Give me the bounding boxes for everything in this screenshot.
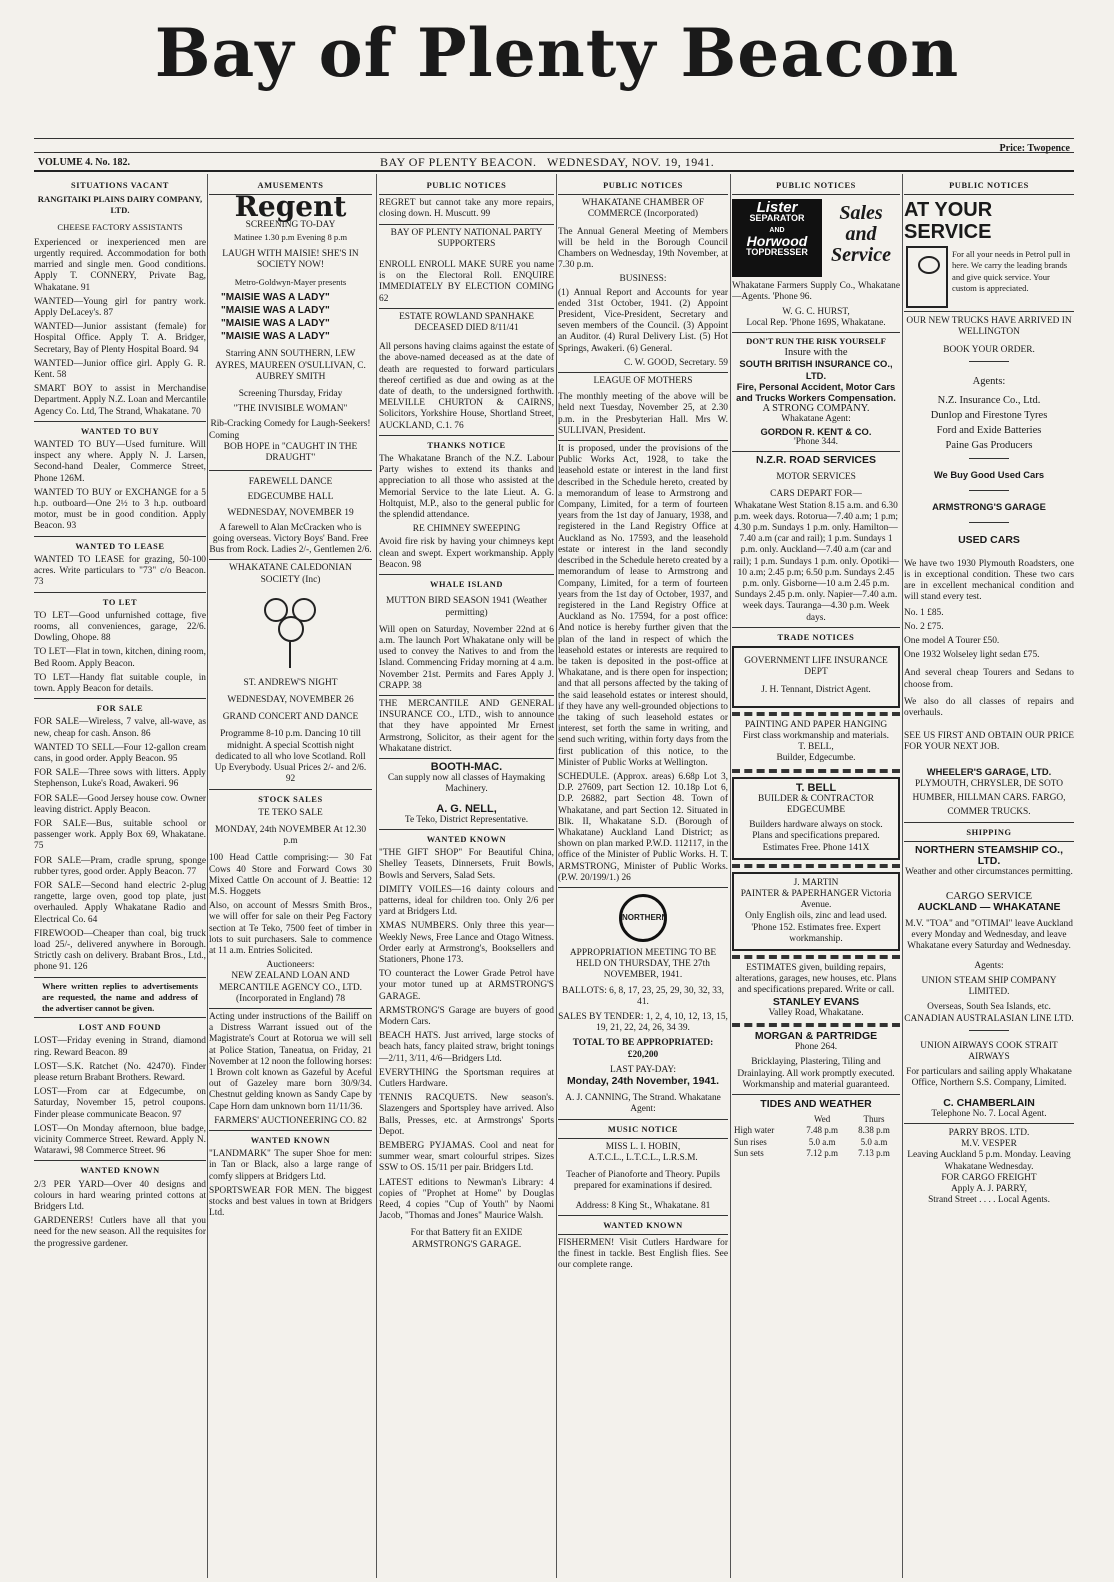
ad-title: SOUTH BRITISH INSURANCE CO., LTD.: [739, 358, 893, 381]
classified-ad: LOST—S.K. Ratchet (No. 42470). Finder please return Brabant Brothers. Reward.: [34, 1061, 206, 1084]
divider: [732, 194, 900, 195]
notice-body: The Whakatane Branch of the N.Z. Labour Party wishes to extend its thanks and appreciation to all those who assisted at the Memorial Service to the late Lieut. A. G. Holtquist, M.P., also to the general public for the splendid attendance.: [379, 454, 554, 521]
volume-number: VOLUME 4. No. 182.: [38, 157, 131, 168]
ad-title: BOOTH-MAC.: [430, 760, 503, 773]
tides-title: TIDES AND WEATHER: [760, 1097, 872, 1110]
lister-advertisement: [732, 199, 900, 277]
ad-body: Insure with the: [784, 347, 848, 359]
notice-body: Avoid fire risk by having your chimneys kept clean and swept. Expert workmanship. Apply Beacon. 98: [379, 537, 554, 570]
event-date: WEDNESDAY, NOVEMBER 26: [227, 695, 354, 706]
signature: C. W. GOOD, Secretary. 59: [623, 357, 728, 368]
auctioneer: NEW ZEALAND LOAN AND MERCANTILE AGENCY CO., LTD. (Incorporated in England) 78: [218, 971, 363, 1004]
divider: [732, 955, 900, 959]
ad-body: Apply A. J. PARRY,: [950, 1183, 1028, 1194]
notice-title: ESTATE ROWLAND SPANHAKE DECEASED DIED 8/11/41: [399, 311, 534, 334]
notice-body: BALLOTS: 6, 8, 17, 23, 25, 29, 30, 32, 33, 41.: [562, 985, 724, 1007]
bell-builder-ad: [732, 777, 900, 860]
notice-title: RE CHIMNEY SWEEPING: [412, 524, 521, 535]
ad-subtitle: CHEESE FACTORY ASSISTANTS: [57, 221, 183, 232]
divider: [379, 194, 554, 195]
classified-ad: "THE GIFT SHOP" For Beautiful China, Shelley Teasets, Dinnersets, Fruit Bowls, Bowls and Servers, Salad Sets.: [379, 848, 554, 881]
divider: [209, 470, 372, 471]
ad-body: For particulars and sailing apply Whakatane Office, Northern S.S. Company, Limited.: [906, 1067, 1072, 1089]
event-body: A farewell to Alan McCracken who is going overseas. Victory Boys' Band. Free Bus from Rock. Ladies 2/-, Gentlemen 2/6.: [209, 522, 372, 556]
classified-ad: FOR SALE—Second hand electric 2-plug rangette, large oven, good top plate, just overhauled. Apply Whakatane Radio and Electrical Co. 64: [34, 880, 206, 925]
divider: [34, 1160, 206, 1161]
divider: [379, 829, 554, 830]
ad-title: UNION AIRWAYS COOK STRAIT AIRWAYS: [920, 1040, 1058, 1062]
notice-title: BAY OF PLENTY NATIONAL PARTY SUPPORTERS: [390, 227, 543, 249]
ad-title: MORGAN & PARTRIDGE: [754, 1029, 878, 1042]
column-amusements: [209, 176, 372, 1572]
section-heading: WANTED TO LEASE: [75, 541, 165, 551]
notice-body: THE MERCANTILE AND GENERAL INSURANCE CO., LTD., wish to announce that they have appointed Mr Ernest Armstrong, Solicitor, as their agent for the Whakatane district.: [379, 698, 554, 754]
ad-subtitle: MOTOR SERVICES: [776, 472, 856, 483]
issue-date: WEDNESDAY, NOV. 19, 1941.: [547, 155, 715, 169]
divider: [34, 536, 206, 537]
ad-subtitle: CARGO SERVICE: [945, 889, 1033, 902]
ad-title: ARMSTRONG'S GARAGE: [932, 501, 1046, 513]
ad-title: T. BELL,: [798, 742, 834, 753]
notice-subtitle: BUSINESS:: [619, 274, 667, 285]
classified-ad: LOST—Friday evening in Strand, diamond ring. Reward Beacon. 89: [34, 1036, 206, 1058]
ad-body: Te Teko, District Representative.: [404, 814, 529, 825]
section-heading: WANTED KNOWN: [426, 834, 507, 844]
ad-body: SEE US FIRST AND OBTAIN OUR PRICE FOR YOUR NEXT JOB.: [904, 731, 1074, 753]
classified-ad: FOR SALE—Good Jersey house cow. Owner leaving district. Apply Beacon.: [34, 793, 206, 815]
ad-body: UNION STEAM SHIP COMPANY LIMITED.: [921, 975, 1057, 998]
classified-ad: XMAS NUMBERS. Only three this year—Weekly News, Free Lance and Otago Witness. Order early at Armstrong's, Booksellers and Stationers, Phone 173.: [379, 921, 554, 965]
divider: [558, 194, 728, 195]
divider: [732, 332, 900, 333]
ad-body: 'Phone 344.: [794, 436, 838, 447]
section-heading: PUBLIC NOTICES: [776, 181, 856, 190]
classified-ad: BEACH HATS. Just arrived, large stocks of beach hats, fancy plaited straw, bright tonings—2/11, 3/11, 4/6—Bridgers Ltd.: [379, 1031, 554, 1064]
ad-title: WHEELER'S GARAGE, LTD.: [926, 765, 1052, 777]
ad-body: Overseas, South Sea Islands, etc. CANADIAN AUSTRALASIAN LINE LTD.: [904, 1002, 1074, 1024]
ad-body: Strand Street . . . . Local Agents.: [928, 1195, 1050, 1206]
ad-title: A. G. NELL,: [436, 802, 497, 815]
divider: [904, 1123, 1074, 1124]
auctioneers-label: Auctioneers:: [266, 960, 315, 971]
notice-body: LAST PAY-DAY:: [610, 1064, 676, 1075]
sales-service-label: Sales and Service: [831, 202, 891, 267]
petrol-ad: [904, 243, 1074, 308]
coming-label: Coming: [209, 430, 240, 441]
section-heading: FOR SALE: [96, 704, 144, 714]
classified-ad: SMART BOY to assist in Merchandise Department. Apply N.Z. Loan and Mercantile Agency Co. Ltd, The Strand, Whakatane. 70: [34, 384, 206, 417]
notice-body: Teacher of Pianoforte and Theory. Pupils prepared for examinations if desired.: [566, 1170, 720, 1192]
ad-subtitle: SCREENING TO-DAY: [245, 220, 336, 231]
venue: EDGECUMBE HALL: [247, 492, 334, 503]
classified-ad: LOST—From car at Edgecumbe, on Saturday, November 15, petrol coupons. Finder please communicate Beacon. 97: [34, 1087, 206, 1120]
notice-body: Will open on Saturday, November 22nd at 6 a.m. The launch Port Whakatane only will be used to convey the Natives to and from the Island. Commencing Friday morning at 4 a.m. November 21st. Permits and Fares Apply J. CRAPP. 38: [379, 624, 554, 691]
classified-ad: For that Battery fit an EXIDE ARMSTRONG'S GARAGE.: [410, 1228, 523, 1250]
ad-title: USED CARS: [958, 534, 1020, 547]
price: Price: Twopence: [999, 143, 1070, 154]
divider: [732, 769, 900, 773]
section-heading: MUSIC NOTICE: [607, 1124, 679, 1134]
ad-subtitle: CARS DEPART FOR—: [770, 489, 862, 500]
classified-ad: TO LET—Good unfurnished cottage, five rooms, all conveniences, garage, 22/6. Dowling, Ohope. 88: [34, 610, 206, 644]
notice-body: The Annual General Meeting of Members will be held in the Borough Council Chambers on Wednesday, 19th November, at 7.30 p.m.: [558, 226, 728, 271]
notice-body: Address: 8 King St., Whakatane. 81: [575, 1200, 711, 1211]
classified-ad: GARDENERS! Cutlers have all that you need for the new season. All the requisites for the progressive gardener.: [34, 1216, 206, 1249]
notice-subtitle: MUTTON BIRD SEASON 1941 (Weather permitting): [385, 596, 548, 618]
ad-body: First class workmanship and materials.: [742, 730, 890, 741]
section-heading: WANTED KNOWN: [80, 1166, 160, 1176]
notice: Where written replies to advertisements are requested, the name and address of the advertiser cannot be given.: [42, 980, 198, 1013]
notice-body: Monday, 24th November, 1941.: [566, 1075, 720, 1088]
ad-body: Experienced or inexperienced men are urgently required. Accommodation for both married and single men. Good conditions. Apply T. CONNERY, Private Bag, Whakatane. 91: [34, 237, 206, 293]
divider: [209, 559, 372, 560]
ad-headline: AT YOUR SERVICE: [904, 199, 993, 244]
ad-body: Bricklaying, Plastering, Tiling and Drainlaying. All work promptly executed. Workmanship and material guaranteed.: [737, 1057, 895, 1090]
classified-ad: "LANDMARK" The super Shoe for men: in Tan or Black, also a large range of comfy slippers at Bridgers Ltd.: [209, 1149, 372, 1182]
divider: [969, 458, 1009, 459]
section-heading: SITUATIONS VACANT: [71, 181, 169, 190]
divider: [34, 698, 206, 699]
divider: [904, 841, 1074, 842]
classified-ad: EVERYTHING the Sportsman requires at Cutlers Hardware.: [379, 1067, 554, 1090]
tides-table: [732, 1114, 900, 1159]
agents-label: Agents:: [972, 375, 1006, 387]
ad-body: ESTIMATES given, building repairs, alterations, garages, new houses, etc. Plans and specifications prepared. Write or call.: [735, 962, 897, 996]
divider: [379, 224, 554, 225]
divider: [34, 1017, 206, 1018]
paper-name: BAY OF PLENTY BEACON.: [380, 155, 537, 169]
divider: [904, 194, 1074, 195]
film-title: BOB HOPE in "CAUGHT IN THE DRAUGHT": [223, 441, 358, 464]
divider: [379, 308, 554, 309]
ad-body: Weather and other circumstances permitting.: [905, 867, 1073, 878]
ad-body: Only English oils, zinc and lead used. 'Phone 152. Estimates free. Expert workmanship.: [745, 911, 887, 944]
notice-body: SCHEDULE. (Approx. areas) 6.68p Lot 3, D.P. 27609, part Section 12. 10.18p Lot 6, D.P. 26882, part Section 48. Town of Whakatane, and part Section 12. Situated in Blk. II, Whakatane S.D. (Borough of Whakatane) Auckland Land District; as shown on plan marked P.W.D. 112117, in the office of the Minister of Public Works. H. T. ARMSTRONG, Minister of Public Works. (P.W. 20/199/1.) 26: [558, 771, 728, 883]
classified-ad: ARMSTRONG'S Garage are buyers of good Modern Cars.: [379, 1005, 554, 1027]
classified-ad: LOST—On Monday afternoon, blue badge, vicinity Commerce Street. Reward. Apply N. Watarawi, 98 Commerce Street. 96: [34, 1123, 206, 1157]
ad-title: PAINTING AND PAPER HANGING: [744, 719, 888, 730]
tagline: Rib-Cracking Comedy for Laugh-Seekers!: [210, 419, 371, 430]
divider: [34, 977, 206, 978]
dateline: [380, 155, 714, 170]
divider: [732, 627, 900, 628]
petrol-pump-icon: [906, 246, 948, 308]
divider: [969, 490, 1009, 491]
sale-body: Acting under instructions of the Bailiff on a Distress Warrant issued out of the Magistrate's Court at Rotorua we will sell at Police Station, Taneatua, on Friday, 21 November at 12 noon the following horses: 1 Brown colt known as Gazeful by Aceful out of Gazeley mare born 30/9/34. Chestnut gelding known as Sandy Cape by Cape Horn dam unknown born 11/11/36.: [209, 1011, 372, 1112]
ad-body: Leaving Auckland 5 p.m. Monday. Leaving Whakatane Wednesday.: [907, 1150, 1071, 1172]
classified-ad: FOR SALE—Pram, cradle sprung, sponge rubber tyres, good order. Apply Beacon. 77: [34, 855, 206, 877]
divider: [34, 592, 206, 593]
divider: [732, 451, 900, 452]
column-rule: [207, 174, 208, 1578]
govt-life-ad: [732, 646, 900, 708]
car-list: No. 1 £85. No. 2 £75. One model A Tourer £50. One 1932 Wolseley light sedan £75.: [904, 608, 1040, 661]
ad-title: C. CHAMBERLAIN: [943, 1096, 1035, 1109]
divider: [558, 372, 728, 373]
notice-body: All persons having claims against the estate of the above-named deceased as at the date of death are requested to forward particulars thereof certified as due and owing as at the date of death, to the undersigned forthwith. MELVILLE CHURTON & CAIRNS, Solicitors, Yorkshire House, Shortland Street, AUCKLAND, C.1. 76: [379, 342, 554, 431]
column-classifieds: [34, 176, 206, 1572]
divider: [732, 1023, 900, 1027]
section-heading: PUBLIC NOTICES: [426, 181, 507, 190]
divider: [379, 574, 554, 575]
ad-body: Local Rep. 'Phone 169S, Whakatane.: [746, 317, 886, 328]
ad-body: Fire, Personal Accident, Motor Cars and Trucks Workers Compensation.: [736, 380, 896, 404]
section-heading: WANTED KNOWN: [250, 1135, 331, 1145]
column-rule: [376, 174, 377, 1578]
cast: Starring ANN SOUTHERN, LEW AYRES, MAUREEN O'SULLIVAN, C. AUBREY SMITH: [215, 349, 366, 382]
classified-ad: DIMITY VOILES—16 dainty colours and patterns, ideal for children too. Only 2/6 per yard at Bridgers Ltd.: [379, 884, 554, 918]
divider: [379, 758, 554, 759]
divider: [558, 1234, 728, 1235]
northern-emblem-icon: NORTHERN: [619, 894, 667, 942]
classified-ad: SPORTSWEAR FOR MEN. The biggest stocks and best values in town at Bridgers Ltd.: [209, 1185, 372, 1219]
notice-title: WHALE ISLAND: [429, 580, 504, 590]
section-heading: SHIPPING: [966, 827, 1012, 837]
ad-title: N.Z.R. ROAD SERVICES: [756, 454, 876, 467]
ad-title: J. MARTIN: [793, 877, 839, 888]
column-garage-shipping: [904, 176, 1074, 1572]
table-row: Sun sets 7.12 p.m 7.13 p.m: [734, 1147, 890, 1158]
divider: [904, 311, 1074, 312]
ad-title: PARRY BROS. LTD.: [948, 1127, 1030, 1138]
classified-ad: WANTED—Junior office girl. Apply G. R. Kent. 58: [34, 358, 206, 381]
notice-title: MISS L. I. HOBIN,: [605, 1141, 681, 1152]
divider: [969, 522, 1009, 523]
column-trade-notices: [732, 176, 900, 1572]
classified-ad: BEMBERG PYJAMAS. Cool and neat for summer wear, smart colourful stripes. Sizes SSW to OS. 15/11 per pair. Bridgers Ltd.: [379, 1141, 554, 1174]
event-title: ST. ANDREW'S NIGHT: [243, 677, 338, 688]
ad-body: Valley Road, Whakatane.: [768, 1007, 864, 1018]
society-name: WHAKATANE CALEDONIAN SOCIETY (Inc): [229, 563, 352, 585]
notice-title: WHAKATANE CHAMBER OF COMMERCE (Incorporated): [581, 198, 705, 220]
divider: [558, 440, 728, 441]
table-row: Sun rises 5.0 a.m 5.0 a.m: [734, 1136, 888, 1147]
film-title: "MAISIE WAS A LADY" "MAISIE WAS A LADY" "MAISIE WAS A LADY" "MAISIE WAS A LADY": [221, 292, 330, 343]
martin-painter-ad: [732, 872, 900, 951]
ad-body: OUR NEW TRUCKS HAVE ARRIVED IN WELLINGTON: [906, 316, 1072, 338]
ad-body: FOR CARGO FREIGHT: [941, 1172, 1037, 1183]
section-heading: WANTED TO BUY: [80, 426, 160, 436]
ad-title: GORDON R. KENT & CO.: [760, 425, 872, 437]
divider: [558, 1119, 728, 1120]
ad-title: AUCKLAND — WHAKATANE: [917, 900, 1061, 913]
auctioneer: FARMERS' AUCTIONEERING CO. 82: [214, 1115, 367, 1126]
notice-body: SALES BY TENDER: 1, 2, 4, 10, 12, 13, 15, 19, 21, 22, 24, 26, 34 39.: [558, 1012, 728, 1034]
divider: [34, 170, 1074, 172]
presenter: Metro-Goldwyn-Mayer presents: [234, 277, 347, 288]
section-heading: PUBLIC NOTICES: [603, 181, 683, 190]
column-rule: [730, 174, 731, 1578]
cinema-name: Regent: [234, 190, 347, 224]
divider: [969, 1030, 1009, 1031]
divider: [732, 1094, 900, 1095]
ad-body: A STRONG COMPANY.: [762, 403, 870, 415]
tagline: LAUGH WITH MAISIE! SHE'S IN SOCIETY NOW!: [222, 248, 359, 271]
ad-body: J. H. Tennant, District Agent.: [761, 684, 871, 695]
notice-body: (1) Annual Report and Accounts for year ended 31st October, 1941. (2) Appoint President, Vice-President, Secretary and seven members of the Council. (3) Appoint an Auditor. (4) Rural Delivery List. (5) Hot Springs, Awakeri. (6) General.: [558, 287, 728, 354]
notice: REGRET but cannot take any more repairs, closing down. H. Muscutt. 99: [379, 198, 554, 220]
divider: [969, 361, 1009, 362]
column-public-notices: [379, 176, 554, 1572]
section-heading: AMUSEMENTS: [257, 181, 324, 190]
notice-body: The monthly meeting of the above will be held next Tuesday, November 25, at 2.30 p.m. in the Presbyterian Hall. Mrs W. SULLIVAN, President.: [558, 392, 728, 436]
classified-ad: WANTED—Young girl for pantry work. Apply DeLacey's. 87: [34, 296, 206, 319]
column-rule: [556, 174, 557, 1578]
divider: [379, 695, 554, 696]
ad-body: And several cheap Tourers and Sedans to choose from.: [904, 668, 1074, 690]
sale-title: TE TEKO SALE: [258, 807, 323, 818]
agents-list: N.Z. Insurance Co., Ltd. Dunlop and Firestone Tyres Ford and Exide Batteries Paine Gas Producers: [930, 395, 1048, 452]
ad-body: Whakatane Agent:: [781, 414, 851, 425]
ad-body: Estimates Free. Phone 141X: [762, 842, 870, 853]
classified-ad: FISHERMEN! Visit Cutlers Hardware for the finest in tackle. Best English flies. See our complete range.: [558, 1238, 728, 1271]
sale-lots: 100 Head Cattle comprising:— 30 Fat Cows 40 Store and Forward Cows 30 Mixed Cattle On account of J. Beattie: 12 M.S. Hoggets: [209, 853, 372, 897]
notice-body: ENROLL ENROLL MAKE SURE you name is on the Electoral Roll. ENQUIRE IMMEDIATELY BY ELECTION COMING 62: [379, 260, 554, 304]
lister-logo: Lister SEPARATOR AND Horwood TOPDRESSER: [732, 199, 822, 277]
ad-body: BOOK YOUR ORDER.: [943, 344, 1035, 355]
classified-ad: WANTED TO BUY—Used furniture. Will inspect any where. Apply N. J. Larsen, Second-hand Dealer, Commerce Street, Phone 126M.: [34, 440, 206, 484]
ad-subtitle: PAINTER & PAPERHANGER Victoria Avenue.: [740, 888, 892, 911]
ad-body: Builders hardware always on stock. Plans and specifications prepared.: [749, 820, 883, 842]
classified-ad: WANTED TO BUY or EXCHANGE for a 5 h.p. outboard—One 2½ to 3 h.p. outboard motor, must be in good condition. Apply Beacon. 93: [34, 487, 206, 532]
divider: [209, 1008, 372, 1009]
classified-ad: FOR SALE—Bus, suitable school or passenger work. Apply Box 69, Whakatane. 75: [34, 818, 206, 852]
event-date: WEDNESDAY, NOVEMBER 19: [227, 507, 354, 518]
classified-ad: LATEST editions to Newman's Library: 4 copies of "Prophet at Home" by Douglas Reed, 4 copies "Cup of Youth" by Naomi Jacob, "Thomas and Jones" Maurice Walsh.: [379, 1177, 554, 1222]
classified-ad: 2/3 PER YARD—Over 40 designs and colours in hard wearing printed cottons at Bridgers Ltd.: [34, 1179, 206, 1213]
classified-ad: TO LET—Flat in town, kitchen, dining room, Bed Room. Apply Beacon.: [34, 647, 206, 669]
notice-body: It is proposed, under the provisions of the Public Works Act, 1928, to take the leasehold estate or interest in the land first described in the Schedule hereto, created by a memorandum of lease to Armstrong and Company, Limited, for a term of fourteen years from the 1st day of January, 1938, and registered in the Land Registry Office at Auckland as No. 17593, and the leasehold estate or interest in the land secondly described in the Schedule hereto created by a memorandum of lease to Armstrong and Company, Limited, for a term of fourteen years from the 1st day of October, 1937, and registered in the Land Registry Office at Auckland as No. 17594, for a post office: And notice is hereby further given that the plan of the land in respect of which the leasehold estates or interests are required to be taken is deposited in the post-office at Whakatane, and is there open for inspection; and that all persons affected by the taking of the said leasehold estates or interest should, if they have any well-grounded objections to the taking of such leasehold estates or interest, set forth the same in writing, and send such writing, within forty days from the first publication of this notice, to the Minister of Public Works at Wellington.: [558, 444, 728, 768]
divider: [34, 138, 1074, 139]
classified-ad: WANTED—Junior assistant (female) for Hospital Office. Apply T. A. Bridger, Secretary, Bay of Plenty Hospital Board. 94: [34, 322, 206, 355]
ad-body: Phone 264.: [794, 1042, 838, 1053]
ad-title: RANGITAIKI PLAINS DAIRY COMPANY, LTD.: [37, 194, 203, 216]
classified-ad: TO counteract the Lower Grade Petrol have your motor tuned up at ARMSTRONG'S GARAGE.: [379, 969, 554, 1002]
section-heading: PUBLIC NOTICES: [949, 181, 1029, 190]
ad-subtitle: M.V. VESPER: [961, 1139, 1017, 1150]
ad-body: We also do all classes of repairs and overhauls.: [904, 696, 1074, 719]
agents-label: Agents:: [974, 960, 1004, 971]
ad-body: Builder, Edgecumbe.: [776, 753, 856, 764]
divider: [558, 1138, 728, 1139]
film-title: "THE INVISIBLE WOMAN": [233, 404, 348, 415]
event-title: FAREWELL DANCE: [248, 477, 333, 488]
section-heading: LOST AND FOUND: [78, 1023, 162, 1033]
ad-body: We have two 1930 Plymouth Roadsters, one is in exceptional condition. These two cars are in excellent mechanical condition and will stand every test.: [904, 558, 1074, 603]
table-row: High water 7.48 p.m 8.38 p.m: [734, 1125, 890, 1136]
ad-body: Can supply now all classes of Haymaking Machinery.: [387, 773, 546, 795]
masthead-title: Bay of Plenty Beacon: [154, 14, 960, 92]
column-public-notices-2: [558, 176, 728, 1572]
notice-title: APPROPRIATION MEETING TO BE HELD ON THURSDAY, THE 27th NOVEMBER, 1941.: [569, 947, 717, 981]
ad-title: W. G. C. HURST,: [782, 306, 850, 317]
section-heading: STOCK SALES: [258, 794, 323, 804]
classified-ad: TO LET—Handy flat suitable couple, in town. Apply Beacon for details.: [34, 672, 206, 694]
event-body: Programme 8-10 p.m. Dancing 10 till midnight. A special Scottish night dedicated to all who love Scotland. Roll Up Everybody. Usual Prices 2/- and 2/6. 92: [214, 729, 367, 785]
classified-ad: WANTED TO LEASE for grazing, 50-100 acres. Write particulars to "73" c/o Beacon. 73: [34, 554, 206, 588]
divider: [558, 1215, 728, 1216]
section-heading: TO LET: [102, 597, 138, 607]
ad-title: NORTHERN STEAMSHIP CO., LTD.: [915, 844, 1063, 868]
table-header-row: Wed Thurs: [814, 1114, 885, 1125]
sale-date: MONDAY, 24th NOVEMBER At 12.30 p.m: [214, 824, 367, 847]
ad-body: Whakatane Farmers Supply Co., Whakatane—Agents. 'Phone 96.: [732, 281, 900, 303]
ad-title: T. BELL: [795, 781, 837, 794]
ad-body: PLYMOUTH, CHRYSLER, DE SOTO HUMBER, HILLMAN CARS. FARGO, COMMER TRUCKS.: [912, 778, 1066, 817]
ad-title: GOVERNMENT LIFE INSURANCE DEPT: [744, 656, 888, 678]
ad-subtitle: BUILDER & CONTRACTOR EDGECUMBE: [758, 793, 874, 815]
ad-title: We Buy Good Used Cars: [933, 469, 1045, 481]
divider: [209, 789, 372, 790]
ad-body: M.V. "TOA" and "OTIMAI" leave Auckland every Monday and Wednesday, and leave Whakatane every Saturday and Wednesday.: [905, 919, 1073, 952]
divider: [732, 864, 900, 868]
sale-body: Also, on account of Messrs Smith Bros., we will offer for sale on their Peg Factory section at Te Teko, 7500 feet of timber in lots to suit purchasers. Sale to commence at 11 a.m. Entries Solicited.: [209, 901, 372, 956]
notice-body: TOTAL TO BE APPROPRIATED: £20,200: [572, 1038, 714, 1060]
divider: [558, 887, 728, 888]
ad-subtitle: Screening Thursday, Friday: [238, 389, 343, 400]
notice-title: LEAGUE OF MOTHERS: [593, 376, 693, 387]
thistle-icon: [256, 592, 326, 670]
classified-ad: FIREWOOD—Cheaper than coal, big truck load 25/-, delivered anywhere in Borough. Strictly cash on delivery. Brabant Bros., Ltd., phone 91. 126: [34, 928, 206, 973]
divider: [209, 1130, 372, 1131]
ad-title: DON'T RUN THE RISK YOURSELF: [746, 336, 886, 347]
section-heading: TRADE NOTICES: [777, 632, 855, 642]
classified-ad: FOR SALE—Three sows with litters. Apply Stephenson, Luke's Road, Awakeri. 96: [34, 768, 206, 790]
notice-body: A. J. CANNING, The Strand. Whakatane Agent:: [565, 1093, 721, 1115]
divider: [34, 152, 1074, 153]
timetable: Whakatane West Station 8.15 a.m. and 6.30 p.m. week days. Rotorua—7.40 a.m; 1 p.m; 4.30 p.m. Sundays 1 p.m. only. Hamilton—7.40 a.m (car and rail); 1 p.m. Sundays 1 p.m. only. Auckland—7.40 a.m (car and rail); 1 p.m. Sundays 1 p.m. only. Opotiki—10 a.m; 2.45 p.m; 6.50 p.m. Sundays 2.45 p.m. only. Gisborne—10 a.m 2.45 p.m. Sundays 2.45 p.m. only. Napier—7.40 a.m. week days. Tauranga—4.30 p.m. Week days.: [733, 500, 899, 623]
classified-ad: WANTED TO SELL—Four 12-gallon cream cans, in good order. Apply Beacon. 95: [34, 742, 206, 764]
classified-ad: FOR SALE—Wireless, 7 valve, all-wave, as new, cheap for cash. Anson. 86: [34, 717, 206, 739]
notice-subtitle: A.T.C.L., L.T.C.L., L.R.S.M.: [588, 1153, 698, 1164]
column-rule: [902, 174, 903, 1578]
section-heading: WANTED KNOWN: [603, 1220, 683, 1230]
ad-body: Telephone No. 7. Local Agent.: [931, 1108, 1047, 1119]
ad-body: For all your needs in Petrol pull in here. We carry the leading brands and give quick service. Your custom is appreciated.: [952, 249, 1071, 293]
show-times: Matinee 1.30 p.m Evening 8 p.m: [233, 231, 348, 242]
event-title: GRAND CONCERT AND DANCE: [222, 712, 359, 723]
divider: [904, 822, 1074, 823]
divider: [732, 712, 900, 716]
divider: [379, 435, 554, 436]
ad-title: STANLEY EVANS: [772, 995, 860, 1008]
divider: [34, 421, 206, 422]
notice-title: THANKS NOTICE: [427, 440, 506, 450]
classified-ad: TENNIS RACQUETS. New season's. Slazengers and Sportspley have arrived. Also Balls, Presses, etc. at Armstrongs' Sports Depot.: [379, 1093, 554, 1137]
